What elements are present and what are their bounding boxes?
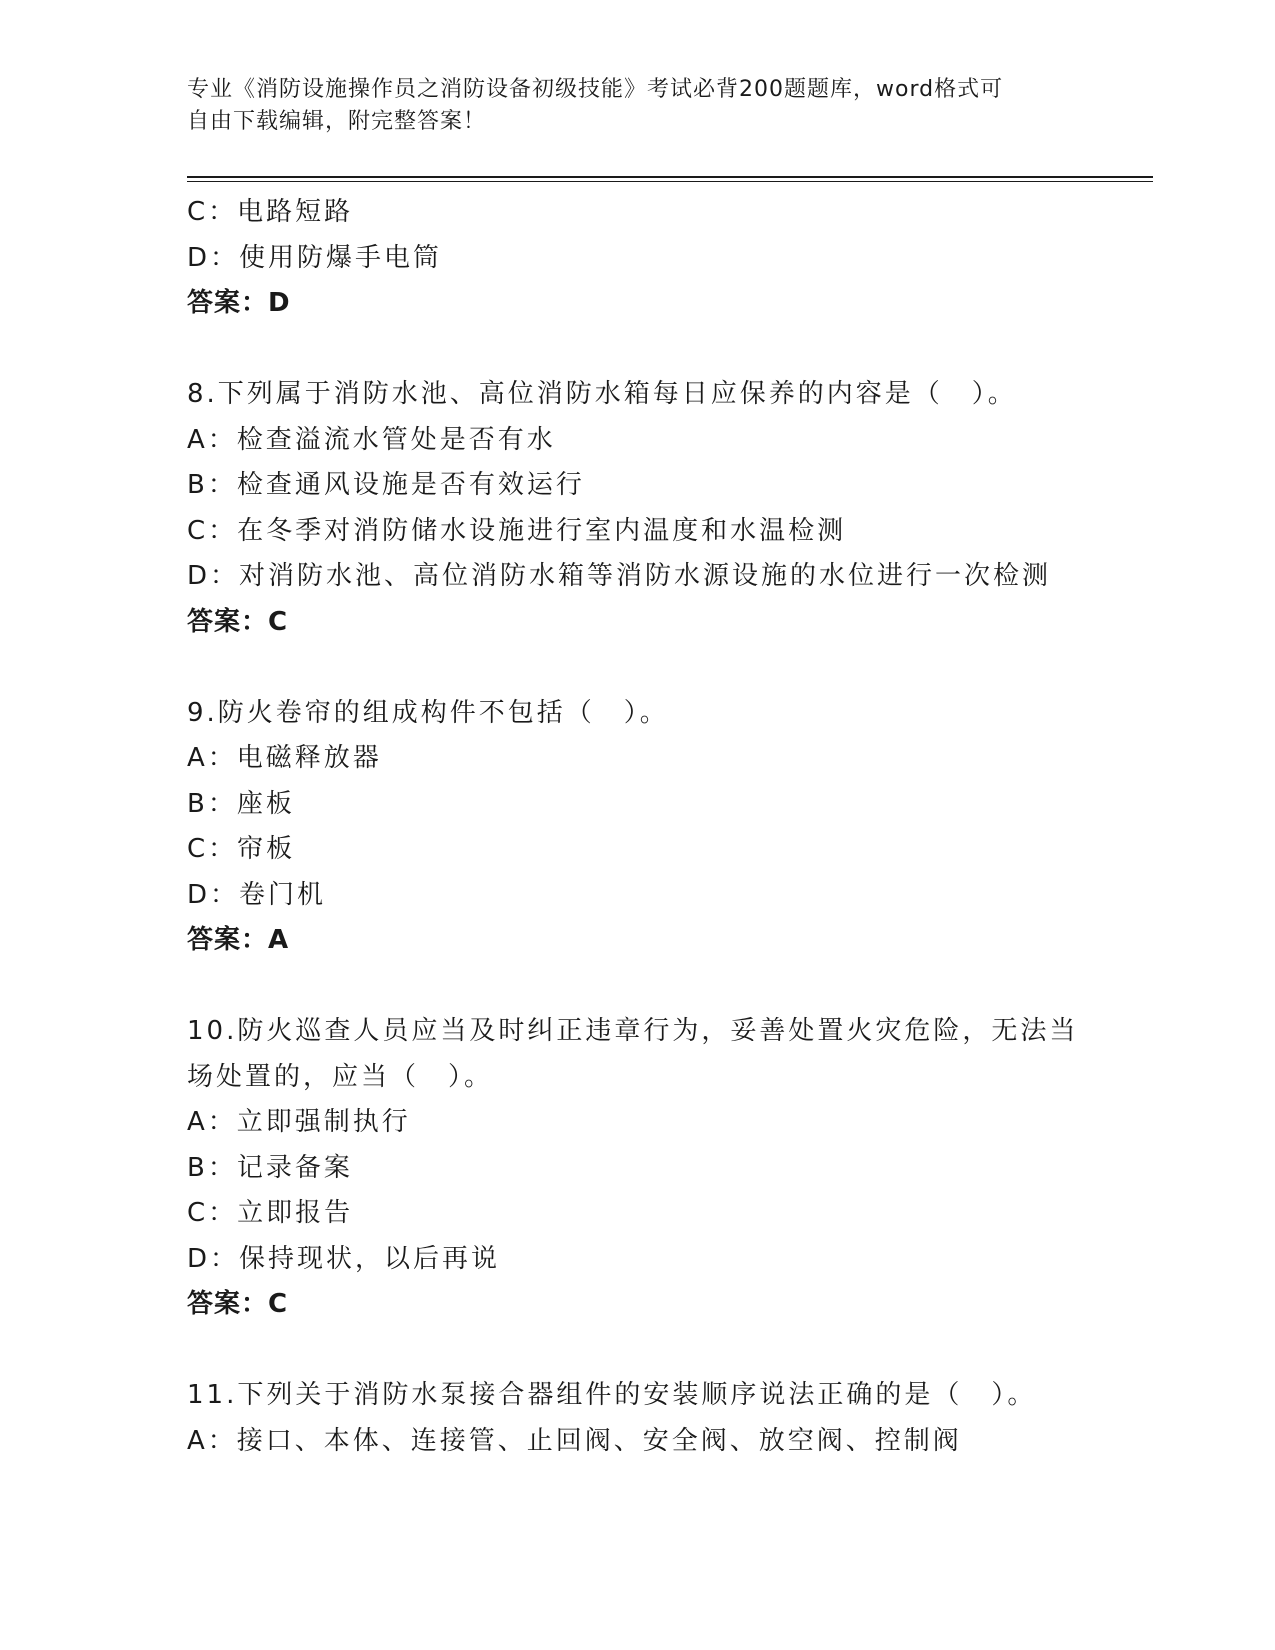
option-a: A：电磁释放器 bbox=[187, 743, 382, 773]
option-d: D：使用防爆手电筒 bbox=[187, 242, 443, 273]
answer-line: 答案：D bbox=[187, 288, 291, 318]
option-a: A：立即强制执行 bbox=[187, 1107, 411, 1137]
question-spacer bbox=[187, 964, 1087, 1010]
question-11 bbox=[187, 1373, 1087, 1464]
question-stem: 11.下列关于消防水泵接合器组件的安装顺序说法正确的是（ ）。 bbox=[187, 1380, 1037, 1410]
option-c: C：立即报告 bbox=[187, 1198, 354, 1228]
option-a: A：接口、本体、连接管、止回阀、安全阀、放空阀、控制阀 bbox=[187, 1425, 962, 1456]
answer-line: 答案：C bbox=[187, 1289, 289, 1319]
option-c: C：在冬季对消防储水设施进行室内温度和水温检测 bbox=[187, 515, 847, 546]
option-c: C：帘板 bbox=[187, 834, 296, 864]
question-spacer bbox=[187, 327, 1087, 373]
option-b: B：座板 bbox=[187, 788, 295, 819]
option-b: B：检查通风设施是否有效运行 bbox=[187, 470, 585, 500]
header-rule-thick bbox=[187, 176, 1153, 178]
header-title-line-1: 专业《消防设施操作员之消防设备初级技能》考试必背200题题库，word格式可 bbox=[187, 77, 1004, 102]
document-header bbox=[187, 74, 1067, 138]
question-stem-line-1: 10.防火巡查人员应当及时纠正违章行为，妥善处置火灾危险，无法当 bbox=[187, 1016, 1079, 1046]
question-spacer bbox=[187, 645, 1087, 691]
question-list bbox=[187, 190, 1087, 1464]
option-d: D：保持现状，以后再说 bbox=[187, 1243, 501, 1274]
question-stem-line-2: 场处置的，应当（ ）。 bbox=[187, 1061, 494, 1092]
option-d: D：卷门机 bbox=[187, 879, 327, 910]
header-title-line-2: 自由下载编辑，附完整答案！ bbox=[187, 109, 487, 134]
option-c: C：电路短路 bbox=[187, 197, 354, 227]
question-9 bbox=[187, 691, 1087, 964]
question-stem: 9.防火卷帘的组成构件不包括（ ）。 bbox=[187, 697, 669, 728]
question-spacer bbox=[187, 1328, 1087, 1374]
answer-line: 答案：C bbox=[187, 606, 289, 637]
header-rule-thin bbox=[187, 181, 1153, 182]
option-a: A：检查溢流水管处是否有水 bbox=[187, 424, 556, 455]
option-b: B：记录备案 bbox=[187, 1152, 353, 1183]
question-10 bbox=[187, 1009, 1087, 1328]
question-7-tail bbox=[187, 190, 1087, 327]
question-stem: 8.下列属于消防水池、高位消防水箱每日应保养的内容是（ ）。 bbox=[187, 379, 1017, 409]
answer-line: 答案：A bbox=[187, 925, 290, 955]
question-8 bbox=[187, 372, 1087, 645]
option-d: D：对消防水池、高位消防水箱等消防水源设施的水位进行一次检测 bbox=[187, 561, 1052, 591]
